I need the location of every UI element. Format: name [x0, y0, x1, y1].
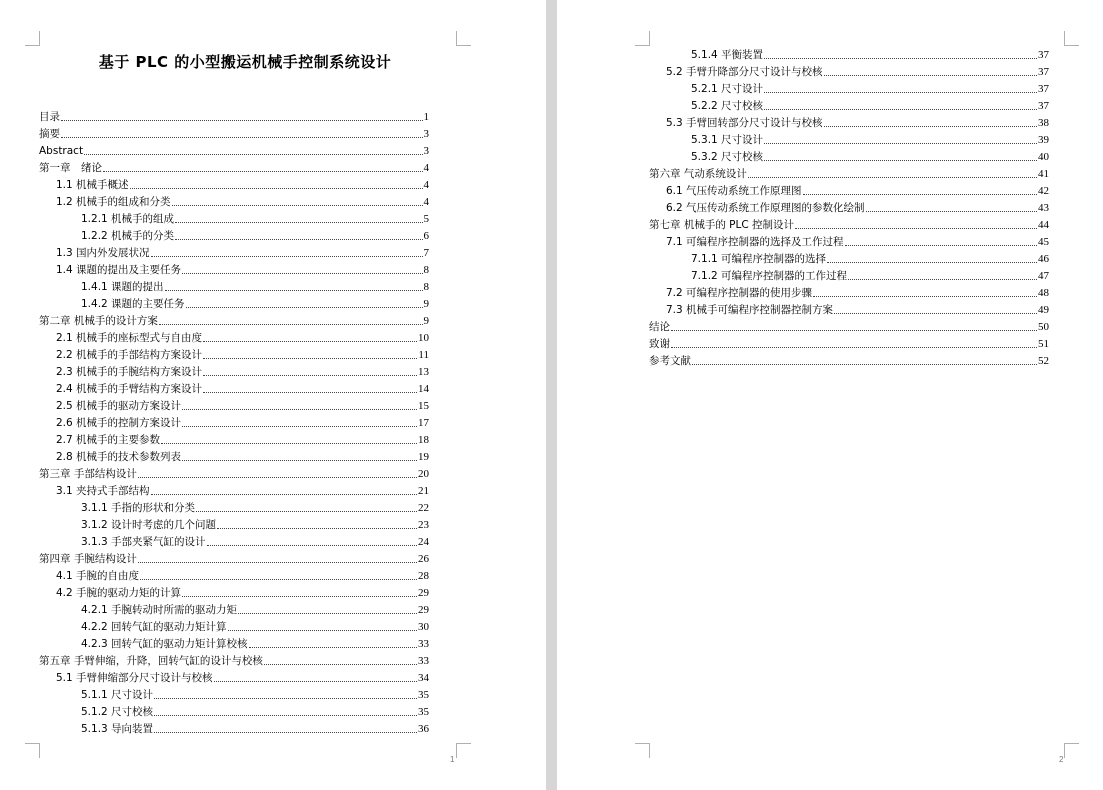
margin-mark-top-right [456, 31, 471, 46]
toc-dot-leader [692, 364, 1037, 365]
toc-dot-leader [824, 75, 1037, 76]
toc-dot-leader [207, 545, 417, 546]
toc-entry-title: 7.2 可编程序控制器的使用步骤 [666, 287, 813, 299]
toc-entry-title: 5.1.2 尺寸校核 [81, 706, 154, 718]
toc-entry-title: 1.3 国内外发展状况 [56, 247, 150, 259]
toc-entry[interactable] [39, 686, 429, 703]
toc-entry-page-number: 29 [418, 604, 429, 616]
margin-mark-top-right [1064, 31, 1079, 46]
table-of-contents-page-1 [39, 108, 429, 737]
toc-entry-page-number: 35 [418, 706, 429, 718]
toc-entry[interactable] [649, 352, 1049, 369]
toc-entry-title: 7.1 可编程序控制器的选择及工作过程 [666, 236, 844, 248]
toc-entry[interactable] [649, 250, 1049, 267]
toc-entry-title: 目录 [39, 111, 60, 123]
toc-entry[interactable] [649, 97, 1049, 114]
toc-entry-title: 3.1.2 设计时考虑的几个问题 [81, 519, 217, 531]
toc-entry-page-number: 44 [1038, 219, 1049, 231]
toc-entry[interactable] [39, 533, 429, 550]
toc-dot-leader [764, 92, 1037, 93]
toc-entry[interactable] [39, 397, 429, 414]
toc-entry-page-number: 40 [1038, 151, 1049, 163]
toc-entry-page-number: 1 [423, 111, 429, 123]
toc-entry[interactable] [39, 567, 429, 584]
toc-entry-title: 4.2.3 回转气缸的驱动力矩计算校核 [81, 638, 248, 650]
toc-entry-page-number: 8 [423, 264, 429, 276]
toc-entry[interactable] [39, 669, 429, 686]
toc-entry-title: 5.3.1 尺寸设计 [691, 134, 764, 146]
toc-entry-page-number: 17 [418, 417, 429, 429]
document-page-1 [0, 0, 546, 790]
toc-entry[interactable] [649, 233, 1049, 250]
toc-entry[interactable] [649, 301, 1049, 318]
toc-entry-page-number: 3 [423, 128, 429, 140]
toc-entry-title: 1.4.2 课题的主要任务 [81, 298, 185, 310]
toc-dot-leader [175, 222, 422, 223]
toc-entry-title: 结论 [649, 321, 670, 333]
toc-entry-page-number: 9 [423, 315, 429, 327]
toc-dot-leader [182, 460, 417, 461]
toc-entry[interactable] [649, 318, 1049, 335]
toc-dot-leader [238, 613, 417, 614]
toc-entry[interactable] [39, 584, 429, 601]
toc-entry[interactable] [649, 199, 1049, 216]
toc-dot-leader [866, 211, 1037, 212]
toc-dot-leader [196, 511, 417, 512]
toc-entry-title: 2.5 机械手的驱动方案设计 [56, 400, 182, 412]
toc-entry-title: 6.2 气压传动系统工作原理图的参数化绘制 [666, 202, 865, 214]
document-title: 基于 PLC 的小型搬运机械手控制系统设计 [98, 53, 392, 71]
toc-dot-leader [130, 188, 423, 189]
toc-entry-page-number: 45 [1038, 236, 1049, 248]
toc-entry-page-number: 10 [418, 332, 429, 344]
toc-dot-leader [103, 171, 423, 172]
toc-entry[interactable] [649, 165, 1049, 182]
toc-dot-leader [845, 245, 1037, 246]
toc-dot-leader [182, 409, 417, 410]
margin-mark-top-left [25, 31, 40, 46]
toc-entry[interactable] [39, 278, 429, 295]
toc-entry[interactable] [39, 414, 429, 431]
toc-entry-page-number: 48 [1038, 287, 1049, 299]
toc-entry-title: 4.2.1 手腕转动时所需的驱动力矩 [81, 604, 238, 616]
toc-entry-page-number: 15 [418, 400, 429, 412]
toc-entry-title: 2.4 机械手的手臂结构方案设计 [56, 383, 203, 395]
toc-entry-page-number: 51 [1038, 338, 1049, 350]
toc-entry-page-number: 49 [1038, 304, 1049, 316]
toc-dot-leader [61, 120, 423, 121]
toc-entry-page-number: 9 [423, 298, 429, 310]
toc-entry[interactable] [649, 46, 1049, 63]
toc-entry[interactable] [39, 312, 429, 329]
toc-entry-title: 7.1.1 可编程序控制器的选择 [691, 253, 827, 265]
toc-entry[interactable] [39, 635, 429, 652]
toc-entry[interactable] [39, 210, 429, 227]
toc-entry-page-number: 24 [418, 536, 429, 548]
toc-entry-page-number: 37 [1038, 66, 1049, 78]
toc-entry-title: 5.1 手臂伸缩部分尺寸设计与校核 [56, 672, 213, 684]
toc-dot-leader [61, 137, 423, 138]
page-number: 2 [1059, 755, 1064, 764]
toc-entry-page-number: 23 [418, 519, 429, 531]
toc-entry-page-number: 21 [418, 485, 429, 497]
toc-entry-page-number: 13 [418, 366, 429, 378]
toc-entry-title: 2.2 机械手的手部结构方案设计 [56, 349, 203, 361]
toc-entry-page-number: 4 [423, 196, 429, 208]
toc-dot-leader [159, 324, 423, 325]
toc-dot-leader [249, 647, 417, 648]
toc-dot-leader [140, 579, 417, 580]
toc-entry[interactable] [39, 431, 429, 448]
toc-entry-title: 5.1.1 尺寸设计 [81, 689, 154, 701]
toc-dot-leader [824, 126, 1037, 127]
toc-entry[interactable] [39, 363, 429, 380]
margin-mark-bottom-left [635, 743, 650, 758]
toc-entry[interactable] [39, 703, 429, 720]
toc-entry-title: 参考文献 [649, 355, 691, 367]
toc-entry-title: 6.1 气压传动系统工作原理图 [666, 185, 802, 197]
toc-entry-page-number: 28 [418, 570, 429, 582]
toc-entry-page-number: 43 [1038, 202, 1049, 214]
toc-entry-page-number: 18 [418, 434, 429, 446]
toc-entry[interactable] [39, 465, 429, 482]
toc-entry-page-number: 35 [418, 689, 429, 701]
toc-entry[interactable] [39, 550, 429, 567]
toc-dot-leader [671, 330, 1037, 331]
toc-entry-page-number: 30 [418, 621, 429, 633]
toc-entry-title: 5.2 手臂升降部分尺寸设计与校核 [666, 66, 823, 78]
toc-entry[interactable] [649, 63, 1049, 80]
toc-dot-leader [138, 477, 417, 478]
toc-entry-title: 2.8 机械手的技术参数列表 [56, 451, 182, 463]
toc-dot-leader [182, 273, 422, 274]
toc-entry[interactable] [39, 244, 429, 261]
toc-entry[interactable] [649, 148, 1049, 165]
toc-entry-page-number: 52 [1038, 355, 1049, 367]
toc-entry-title: 第三章 手部结构设计 [39, 468, 137, 480]
toc-entry-page-number: 7 [423, 247, 429, 259]
toc-entry-title: 4.2.2 回转气缸的驱动力矩计算 [81, 621, 227, 633]
toc-entry-page-number: 20 [418, 468, 429, 480]
toc-entry-title: 4.1 手腕的自由度 [56, 570, 140, 582]
toc-dot-leader [186, 307, 423, 308]
toc-entry-title: 5.3 手臂回转部分尺寸设计与校核 [666, 117, 823, 129]
toc-entry-page-number: 5 [423, 213, 429, 225]
page-number: 1 [450, 755, 455, 764]
toc-entry[interactable] [39, 652, 429, 669]
toc-entry-title: 3.1.3 手部夹紧气缸的设计 [81, 536, 206, 548]
toc-entry-title: 5.1.4 平衡装置 [691, 49, 764, 61]
toc-entry[interactable] [39, 176, 429, 193]
toc-entry-title: 第七章 机械手的 PLC 控制设计 [649, 219, 795, 231]
toc-dot-leader [175, 239, 422, 240]
toc-entry[interactable] [39, 516, 429, 533]
toc-dot-leader [138, 562, 417, 563]
toc-dot-leader [803, 194, 1037, 195]
toc-entry-title: 2.3 机械手的手腕结构方案设计 [56, 366, 203, 378]
toc-entry-title: 第一章 绪论 [39, 162, 102, 174]
toc-entry[interactable] [649, 284, 1049, 301]
toc-entry-page-number: 11 [418, 349, 429, 361]
toc-dot-leader [217, 528, 417, 529]
toc-entry[interactable] [649, 131, 1049, 148]
toc-dot-leader [203, 341, 417, 342]
toc-entry-page-number: 4 [423, 162, 429, 174]
toc-dot-leader [203, 358, 417, 359]
toc-dot-leader [154, 698, 417, 699]
toc-entry-page-number: 37 [1038, 83, 1049, 95]
toc-entry-title: 第五章 手臂伸缩，升降，回转气缸的设计与校核 [39, 655, 263, 667]
toc-dot-leader [182, 426, 417, 427]
toc-entry-title: 1.1 机械手概述 [56, 179, 129, 191]
toc-dot-leader [182, 596, 417, 597]
toc-entry-title: 1.2.1 机械手的组成 [81, 213, 175, 225]
toc-entry-title: 2.1 机械手的座标型式与自由度 [56, 332, 203, 344]
toc-entry[interactable] [39, 482, 429, 499]
toc-entry-page-number: 39 [1038, 134, 1049, 146]
toc-entry-page-number: 29 [418, 587, 429, 599]
toc-entry-title: 摘要 [39, 128, 60, 140]
toc-entry-page-number: 8 [423, 281, 429, 293]
toc-dot-leader [848, 279, 1037, 280]
toc-entry[interactable] [649, 182, 1049, 199]
toc-dot-leader [172, 205, 423, 206]
toc-dot-leader [764, 109, 1037, 110]
toc-dot-leader [84, 154, 422, 155]
toc-dot-leader [203, 375, 417, 376]
toc-entry-page-number: 37 [1038, 100, 1049, 112]
toc-entry[interactable] [39, 720, 429, 737]
toc-entry-title: 5.1.3 导向装置 [81, 723, 154, 735]
toc-entry[interactable] [39, 618, 429, 635]
toc-entry[interactable] [39, 601, 429, 618]
toc-entry-title: 1.4.1 课题的提出 [81, 281, 164, 293]
toc-dot-leader [795, 228, 1037, 229]
toc-dot-leader [151, 494, 417, 495]
toc-entry[interactable] [39, 227, 429, 244]
toc-entry-page-number: 33 [418, 655, 429, 667]
toc-dot-leader [748, 177, 1037, 178]
toc-entry-page-number: 42 [1038, 185, 1049, 197]
toc-dot-leader [813, 296, 1037, 297]
toc-entry[interactable] [649, 335, 1049, 352]
toc-dot-leader [154, 715, 417, 716]
toc-dot-leader [834, 313, 1037, 314]
toc-entry-title: 1.4 课题的提出及主要任务 [56, 264, 182, 276]
toc-entry[interactable] [39, 261, 429, 278]
toc-dot-leader [151, 256, 423, 257]
toc-entry-page-number: 38 [1038, 117, 1049, 129]
margin-mark-top-left [635, 31, 650, 46]
page-gap [546, 0, 557, 790]
toc-entry-page-number: 19 [418, 451, 429, 463]
toc-entry-page-number: 26 [418, 553, 429, 565]
toc-dot-leader [764, 160, 1037, 161]
toc-dot-leader [228, 630, 417, 631]
toc-entry-title: 4.2 手腕的驱动力矩的计算 [56, 587, 182, 599]
toc-dot-leader [764, 58, 1037, 59]
toc-entry[interactable] [39, 295, 429, 312]
toc-entry[interactable] [39, 142, 429, 159]
toc-dot-leader [827, 262, 1037, 263]
document-page-2 [557, 0, 1103, 790]
toc-entry[interactable] [39, 329, 429, 346]
toc-dot-leader [161, 443, 417, 444]
toc-entry[interactable] [649, 267, 1049, 284]
toc-entry-title: 7.1.2 可编程序控制器的工作过程 [691, 270, 848, 282]
toc-entry-page-number: 50 [1038, 321, 1049, 333]
toc-entry-title: Abstract [39, 145, 84, 157]
toc-entry[interactable] [39, 108, 429, 125]
toc-entry-page-number: 22 [418, 502, 429, 514]
toc-entry-title: 第二章 机械手的设计方案 [39, 315, 158, 327]
toc-entry[interactable] [39, 159, 429, 176]
toc-entry[interactable] [39, 380, 429, 397]
toc-entry-page-number: 4 [423, 179, 429, 191]
toc-entry-page-number: 6 [423, 230, 429, 242]
toc-entry-title: 1.2.2 机械手的分类 [81, 230, 175, 242]
toc-entry[interactable] [649, 216, 1049, 233]
toc-entry-title: 致谢 [649, 338, 670, 350]
toc-dot-leader [671, 347, 1037, 348]
toc-entry-page-number: 47 [1038, 270, 1049, 282]
table-of-contents-page-2 [649, 46, 1049, 369]
toc-dot-leader [214, 681, 417, 682]
toc-dot-leader [764, 143, 1037, 144]
toc-entry[interactable] [649, 80, 1049, 97]
toc-dot-leader [165, 290, 423, 291]
margin-mark-bottom-right [1064, 743, 1079, 758]
toc-entry[interactable] [39, 448, 429, 465]
toc-entry-title: 7.3 机械手可编程序控制器控制方案 [666, 304, 834, 316]
toc-entry-page-number: 41 [1038, 168, 1049, 180]
toc-entry-title: 5.2.1 尺寸设计 [691, 83, 764, 95]
toc-dot-leader [264, 664, 417, 665]
toc-entry-title: 3.1.1 手指的形状和分类 [81, 502, 196, 514]
toc-entry[interactable] [39, 499, 429, 516]
toc-entry[interactable] [39, 346, 429, 363]
toc-entry-page-number: 14 [418, 383, 429, 395]
margin-mark-bottom-left [25, 743, 40, 758]
toc-entry-page-number: 3 [423, 145, 429, 157]
toc-entry-title: 1.2 机械手的组成和分类 [56, 196, 171, 208]
toc-entry-title: 5.2.2 尺寸校核 [691, 100, 764, 112]
toc-entry-page-number: 34 [418, 672, 429, 684]
toc-entry-page-number: 37 [1038, 49, 1049, 61]
toc-entry[interactable] [649, 114, 1049, 131]
toc-entry-title: 2.6 机械手的控制方案设计 [56, 417, 182, 429]
toc-entry-title: 2.7 机械手的主要参数 [56, 434, 161, 446]
toc-dot-leader [154, 732, 417, 733]
toc-entry-page-number: 46 [1038, 253, 1049, 265]
toc-entry-page-number: 33 [418, 638, 429, 650]
toc-entry[interactable] [39, 125, 429, 142]
toc-dot-leader [203, 392, 417, 393]
toc-entry[interactable] [39, 193, 429, 210]
toc-entry-title: 5.3.2 尺寸校核 [691, 151, 764, 163]
toc-entry-page-number: 36 [418, 723, 429, 735]
toc-entry-title: 第六章 气动系统设计 [649, 168, 747, 180]
margin-mark-bottom-right [456, 743, 471, 758]
toc-entry-title: 第四章 手腕结构设计 [39, 553, 137, 565]
toc-entry-title: 3.1 夹持式手部结构 [56, 485, 150, 497]
